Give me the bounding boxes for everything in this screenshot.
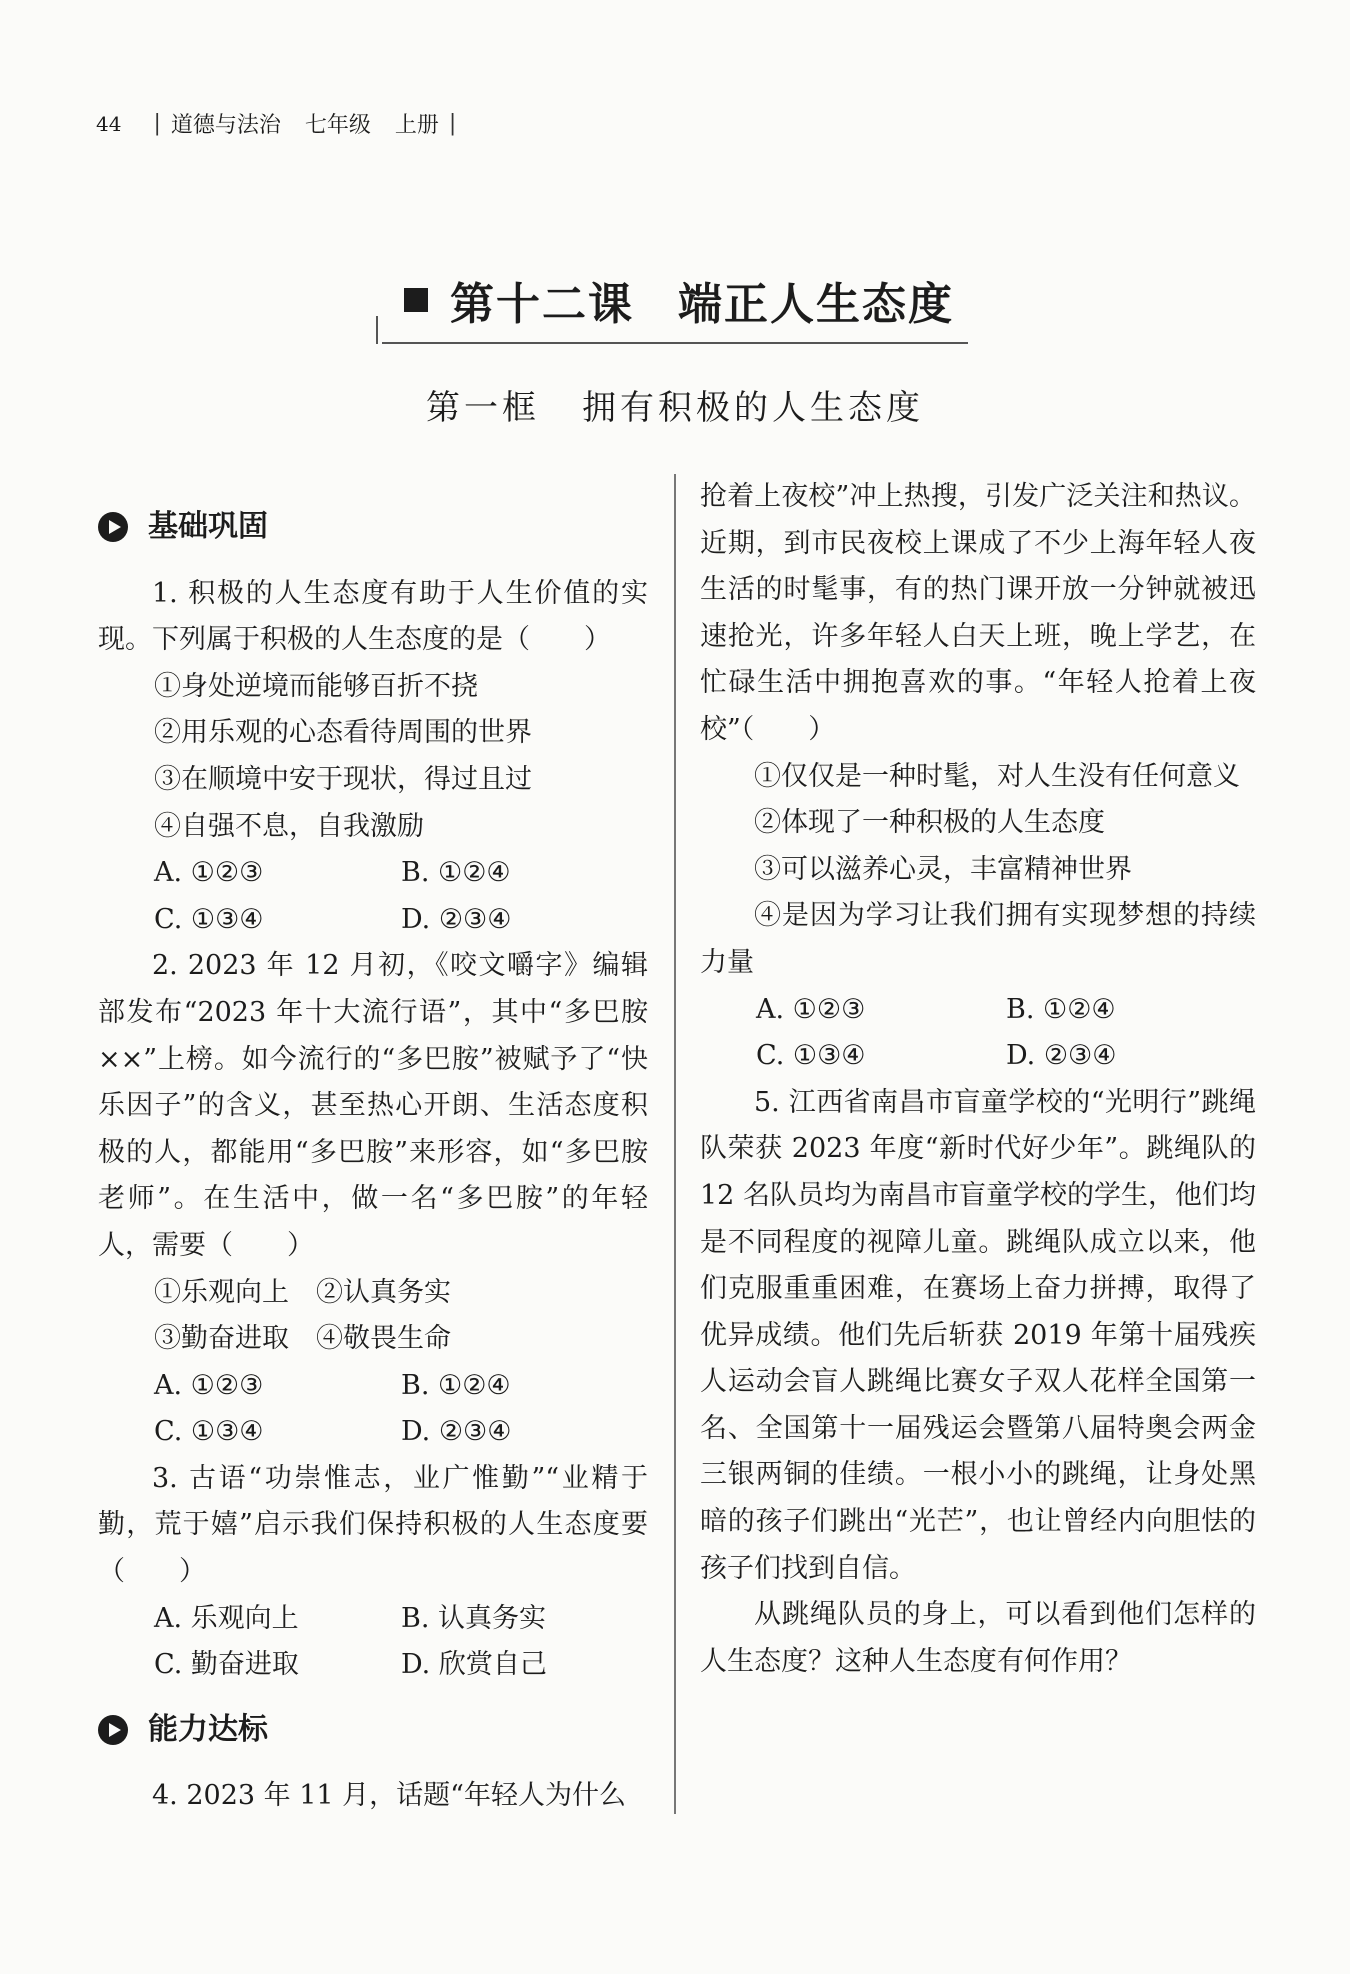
q4-item-3: ③可以滋养心灵，丰富精神世界 [754, 853, 1132, 885]
header-subject: 道德与法治 [170, 113, 281, 138]
q1-choice-b: B. ①②④ [401, 857, 511, 889]
ability-heading-text: 能力达标 [148, 1711, 268, 1747]
q1-item-3: ③在顺境中安于现状，得过且过 [154, 763, 532, 795]
q2-stem: 2. 2023 年 12 月初，《咬文嚼字》编辑部发布“2023 年十大流行语”，其中“多巴胺××”上榜。如今流行的“多巴胺”被赋予了“快乐因子”的含义，甚至热心开朗、生活态度积极的人，都能用“多巴胺”来形容，如“多巴胺老师”。在生活中，做一名“多巴胺”的年轻人，需要（ ） [98, 950, 648, 1261]
q4-choice-b: B. ①②④ [1006, 993, 1116, 1025]
q2-item-1: ①乐观向上 ②认真务实 [154, 1276, 451, 1308]
q4-item-4: ④是因为学习让我们拥有实现梦想的持续力量 [700, 900, 1256, 978]
q3-stem: 3. 古语“功崇惟志，业广惟勤”“业精于勤，荒于嬉”启示我们保持积极的人生态度要（ ） [98, 1462, 648, 1588]
page-header [96, 108, 466, 139]
play-circle-icon [98, 512, 128, 542]
square-bullet-icon [404, 288, 428, 312]
q4-stem-continued: 抢着上夜校”冲上热搜，引发广泛关注和热议。近期，到市民夜校上课成了不少上海年轻人夜生活的时髦事，有的热门课开放一分钟就被迅速抢光，许多年轻人白天上班，晚上学艺，在忙碌生活中拥抱喜欢的事。“年轻人抢着上夜校”（ ） [700, 481, 1256, 745]
q2-item-2: ③勤奋进取 ④敬畏生命 [154, 1323, 451, 1355]
header-grade: 七年级 [304, 113, 371, 138]
q4-choices-row-1 [700, 987, 1256, 1034]
q4-choice-a: A. ①②③ [756, 993, 866, 1025]
q4-choice-d: D. ②③④ [1006, 1040, 1117, 1072]
ability-heading [98, 1707, 648, 1754]
header-volume: 上册 [394, 113, 439, 138]
basic-heading-text: 基础巩固 [148, 509, 268, 544]
q1-item-1: ①身处逆境而能够百折不挠 [154, 670, 478, 702]
lesson-number: 第十二课 [450, 279, 634, 330]
basic-heading [98, 504, 648, 551]
lesson-title [382, 268, 968, 344]
q2-choice-d: D. ②③④ [401, 1416, 512, 1448]
q4-item-1: ①仅仅是一种时髦，对人生没有任何意义 [754, 760, 1240, 792]
q3-choice-c: C. 勤奋进取 [154, 1649, 299, 1681]
q1-choices-row-1 [98, 850, 648, 897]
right-column [700, 474, 1256, 1685]
q3-choices-row-1 [98, 1596, 648, 1643]
column-divider [674, 474, 676, 1814]
q2-choice-c: C. ①③④ [154, 1416, 264, 1448]
q1-choice-c: C. ①③④ [154, 903, 264, 935]
q2-choices-row-2 [98, 1409, 648, 1456]
q5-stem: 5. 江西省南昌市盲童学校的“光明行”跳绳队荣获 2023 年度“新时代好少年”。跳绳队的 12 名队员均为南昌市盲童学校的学生，他们均是不同程度的视障儿童。跳绳队成立以来，他们克服重重困难，在赛场上奋力拼搏，取得了优异成绩。他们先后斩获 2019 年第十届残疾人运动会盲人跳绳比赛女子双人花样全国第一名、全国第十一届残运会暨第八届特奥会两金三银两铜的佳绩。一根小小的跳绳，让身处黑暗的孩子们跳出“光芒”，也让曾经内向胆怯的孩子们找到自信。 [700, 1086, 1256, 1584]
header-separator-end: | [448, 111, 457, 136]
q4-choices-row-2 [700, 1033, 1256, 1080]
q1-item-2: ②用乐观的心态看待周围的世界 [154, 717, 532, 749]
q1-choice-a: A. ①②③ [154, 857, 264, 889]
q1-stem: 1. 积极的人生态度有助于人生价值的实现。下列属于积极的人生态度的是（ ） [98, 577, 648, 656]
lesson-name: 端正人生态度 [678, 279, 954, 330]
section-title [0, 380, 1350, 429]
q4-item-2: ②体现了一种积极的人生态度 [754, 807, 1105, 839]
q1-choice-d: D. ②③④ [401, 903, 512, 935]
q1-choices-row-2 [98, 897, 648, 944]
q3-choice-b: B. 认真务实 [401, 1602, 547, 1634]
q2-choice-a: A. ①②③ [154, 1369, 264, 1401]
page-number: 44 [96, 111, 122, 136]
q3-choice-d: D. 欣赏自己 [401, 1649, 547, 1681]
q2-choices-row-1 [98, 1363, 648, 1410]
section-name: 拥有积极的人生态度 [582, 388, 924, 428]
q4-choice-c: C. ①③④ [756, 1040, 866, 1072]
header-separator: | [153, 111, 161, 136]
q4-stem-start: 4. 2023 年 11 月，话题“年轻人为什么 [152, 1780, 626, 1812]
lesson-title-bar [0, 268, 1350, 344]
q1-item-4: ④自强不息，自我激励 [154, 810, 424, 842]
section-number: 第一框 [426, 388, 540, 428]
left-column [98, 478, 648, 1820]
q2-choice-b: B. ①②④ [401, 1369, 511, 1401]
q5-question: 从跳绳队员的身上，可以看到他们怎样的人生态度？这种人生态度有何作用？ [700, 1599, 1256, 1677]
q3-choices-row-2 [98, 1642, 648, 1689]
play-circle-icon [98, 1715, 128, 1745]
q3-choice-a: A. 乐观向上 [154, 1602, 299, 1634]
